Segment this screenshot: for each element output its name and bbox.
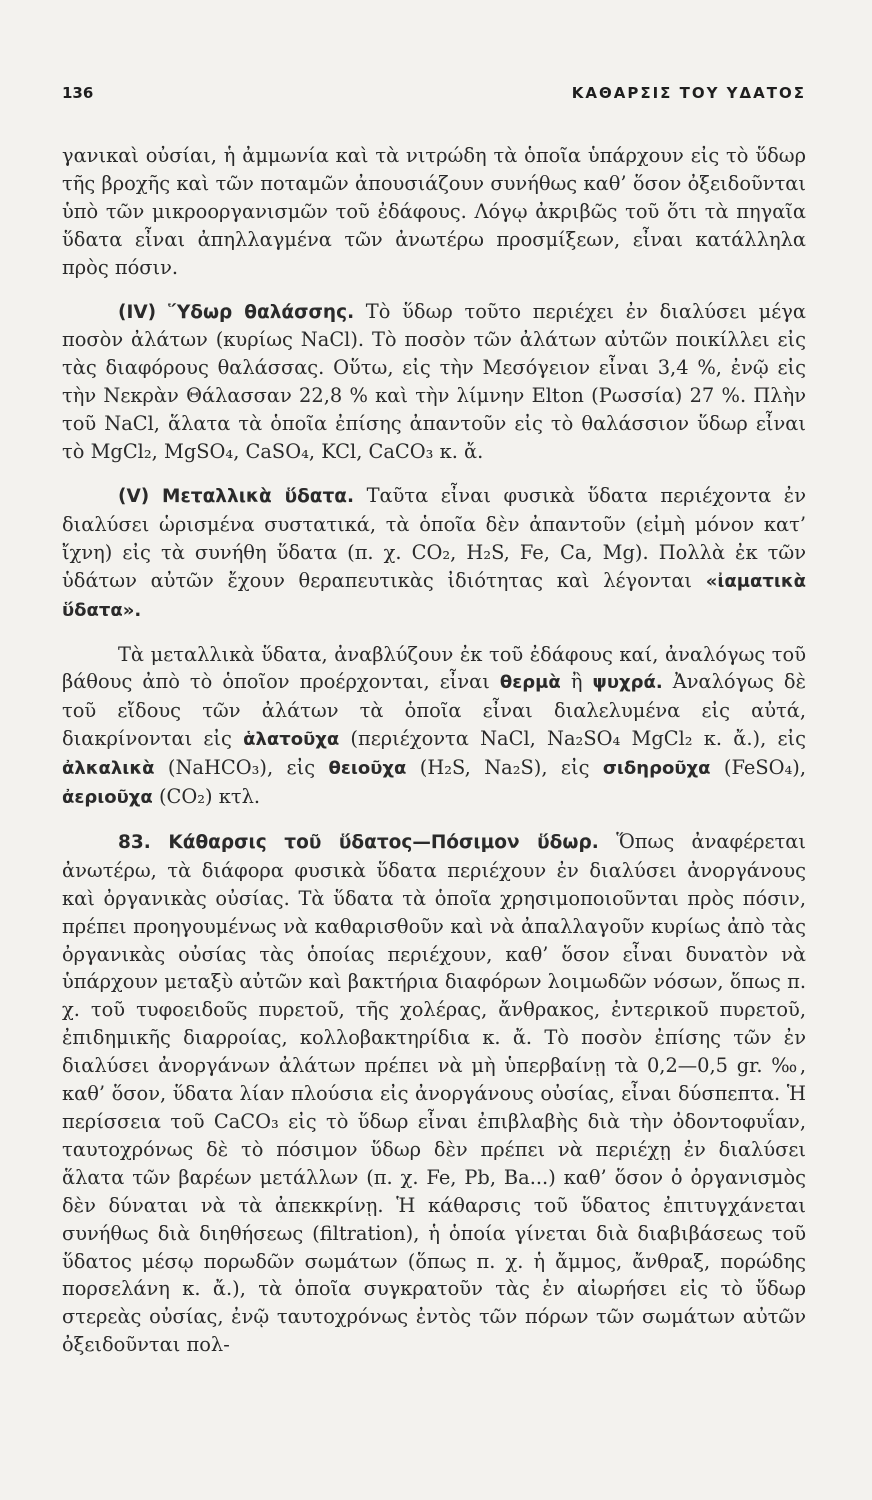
page-number: 136 xyxy=(62,84,94,102)
paragraph-mineral-waters xyxy=(62,482,806,625)
bold-term: ἁλατοῦχα xyxy=(243,729,340,751)
paragraph-water-purification xyxy=(62,828,806,1359)
paragraph-text: (H₂S, Na₂S), εἰς xyxy=(406,756,603,780)
section-heading-sea-water: (IV) Ὕδωρ θαλάσσης. xyxy=(118,301,355,323)
paragraph-text: (NaHCO₃), εἰς xyxy=(154,756,329,780)
paragraph-text: Τὰ μεταλλικὰ ὕδατα, ἀναβλύζουν ἐκ τοῦ ἐδάφους καί, ἀναλόγως τοῦ βάθους ἀπὸ τὸ ὁποῖον προέρχονται, εἶναι xyxy=(62,642,806,694)
paragraph-sea-water xyxy=(62,298,806,466)
paragraph-text: (περιέχοντα NaCl, Na₂SO₄ MgCl₂ κ. ἄ.), εἰς xyxy=(339,727,806,751)
bold-term: σιδηροῦχα xyxy=(602,758,711,780)
paragraph-text: Ἀναλόγως δὲ τοῦ εἴδους τῶν ἀλάτων τὰ ὁποῖα εἶναι διαλελυμένα εἰς αὐτά, διακρίνονται εἰς xyxy=(62,670,806,751)
bold-term: ἀλκαλικὰ xyxy=(62,758,155,780)
paragraph-text: (CO₂) κτλ. xyxy=(152,785,261,809)
paragraph-text: ἢ xyxy=(560,670,593,694)
bold-term: «ἰαματικὰ ὕδατα». xyxy=(62,570,806,621)
bold-term: ψυχρά. xyxy=(592,672,663,694)
running-title: ΚΑΘΑΡΣΙΣ ΤΟΥ ΥΔΑΤΟΣ xyxy=(571,84,806,102)
bold-term: θερμὰ xyxy=(499,672,561,694)
page-header xyxy=(62,84,806,102)
bold-term: ἀεριοῦχα xyxy=(62,787,153,809)
section-heading-purification: 83. Κάθαρσις τοῦ ὕδατος—Πόσιμον ὕδωρ. xyxy=(118,831,599,853)
section-heading-mineral-waters: (V) Μεταλλικὰ ὕδατα. xyxy=(118,485,355,507)
bold-term: θειοῦχα xyxy=(328,758,407,780)
paragraph-continued: γανικαὶ οὐσίαι, ἡ ἀμμωνία καὶ τὰ νιτρώδη τὰ ὁποῖα ὑπάρχουν εἰς τὸ ὕδωρ τῆς βροχῆς καὶ τῶν ποταμῶν ἀπουσιάζουν συνήθως καθ’ ὅσον ὀξειδοῦνται ὑπὸ τῶν μικροοργανισμῶν τοῦ ἐδάφους. Λόγῳ ἀκριβῶς τοῦ ὅτι τὰ πηγαῖα ὕδατα εἶναι ἀπηλλαγμένα τῶν ἀνωτέρω προσμίξεων, εἶναι κατάλληλα πρὸς πόσιν. xyxy=(62,144,806,279)
body-text xyxy=(62,142,806,1359)
paragraph-text: Τὸ ὕδωρ τοῦτο περιέχει ἐν διαλύσει μέγα ποσὸν ἀλάτων (κυρίως NaCl). Τὸ ποσὸν τῶν ἀλάτων αὐτῶν ποικίλλει εἰς τὰς διαφόρους θαλάσσας. Οὕτω, εἰς τὴν Μεσόγειον εἶναι 3,4 %, ἐνῷ εἰς τὴν Νεκρὰν Θάλασσαν 22,8 % καὶ τὴν λίμνην Elton (Ρωσσία) 27 %. Πλὴν τοῦ NaCl, ἅλατα τὰ ὁποῖα ἐπίσης ἀπαντοῦν εἰς τὸ θαλάσσιον ὕδωρ εἶναι τὸ MgCl₂, MgSO₄, CaSO₄, KCl, CaCO₃ κ. ἄ. xyxy=(62,299,806,464)
paragraph-text: Ὅπως ἀναφέρεται ἀνωτέρω, τὰ διάφορα φυσικὰ ὕδατα περιέχουν ἐν διαλύσει ἀνοργάνους καὶ ὀργανικὰς οὐσίας. Τὰ ὕδατα τὰ ὁποῖα χρησιμοποιοῦνται πρὸς πόσιν, πρέπει προηγουμένως νὰ καθαρισθοῦν καὶ νὰ ἀπαλλαγοῦν κυρίως ἀπὸ τὰς ὀργανικὰς οὐσίας τὰς ὁποίας περιέχουν, καθ’ ὅσον εἶναι δυνατὸν νὰ ὑπάρχουν μεταξὺ αὐτῶν καὶ βακτήρια διαφόρων λοιμωδῶν νόσων, ὅπως π. χ. τοῦ τυφοειδοῦς πυρετοῦ, τῆς χολέρας, ἄνθρακος, ἐντερικοῦ πυρετοῦ, ἐπιδημικῆς διαρροίας, κολλοβακτηρίδια κ. ἄ. Τὸ ποσὸν ἐπίσης τῶν ἐν διαλύσει ἀνοργάνων ἀλάτων πρέπει νὰ μὴ ὑπερβαίνῃ τὰ 0,2—0,5 gr. ‰, καθ’ ὅσον, ὕδατα λίαν πλούσια εἰς ἀνοργάνους οὐσίας, εἶναι δύσπεπτα. Ἡ περίσσεια τοῦ CaCO₃ εἰς τὸ ὕδωρ εἶναι ἐπιβλαβὴς διὰ τὴν ὀδοντοφυΐαν, ταυτοχρόνως δὲ τὸ πόσιμον ὕδωρ δὲν πρέπει νὰ περιέχῃ ἐν διαλύσει ἅλατα τῶν βαρέων μετάλλων (π. χ. Fe, Pb, Ba...) καθ’ ὅσον ὁ ὀργανισμὸς δὲν δύναται νὰ τὰ ἀπεκκρίνῃ. Ἡ κάθαρσις τοῦ ὕδατος ἐπιτυγχάνεται συνήθως διὰ διηθήσεως (filtration), ἡ ὁποία γίνεται διὰ διαβιβάσεως τοῦ ὕδατος μέσῳ πορωδῶν σωμάτων (ὅπως π. χ. ἡ ἄμμος, ἄνθραξ, πορώδης πορσελάνη κ. ἄ.), τὰ ὁποῖα συγκρατοῦν τὰς ἐν αἰωρήσει εἰς τὸ ὕδωρ στερεὰς οὐσίας, ἐνῷ ταυτοχρόνως ἐντὸς τῶν πόρων τῶν σωμάτων αὐτῶν ὀξειδοῦνται πολ- xyxy=(62,829,806,1357)
paragraph-text: (FeSO₄), xyxy=(710,756,806,780)
paragraph-text: Ταῦτα εἶναι φυσικὰ ὕδατα περιέχοντα ἐν διαλύσει ὡρισμένα συστατικά, τὰ ὁποῖα δὲν ἀπαντοῦν (εἰμὴ μόνον κατ’ ἴχνη) εἰς τὰ συνήθη ὕδατα (π. χ. CO₂, H₂S, Fe, Ca, Mg). Πολλὰ ἐκ τῶν ὑδάτων αὐτῶν ἔχουν θεραπευτικὰς ἰδιότητας καὶ λέγονται xyxy=(62,483,806,592)
paragraph-mineral-types xyxy=(62,641,806,812)
